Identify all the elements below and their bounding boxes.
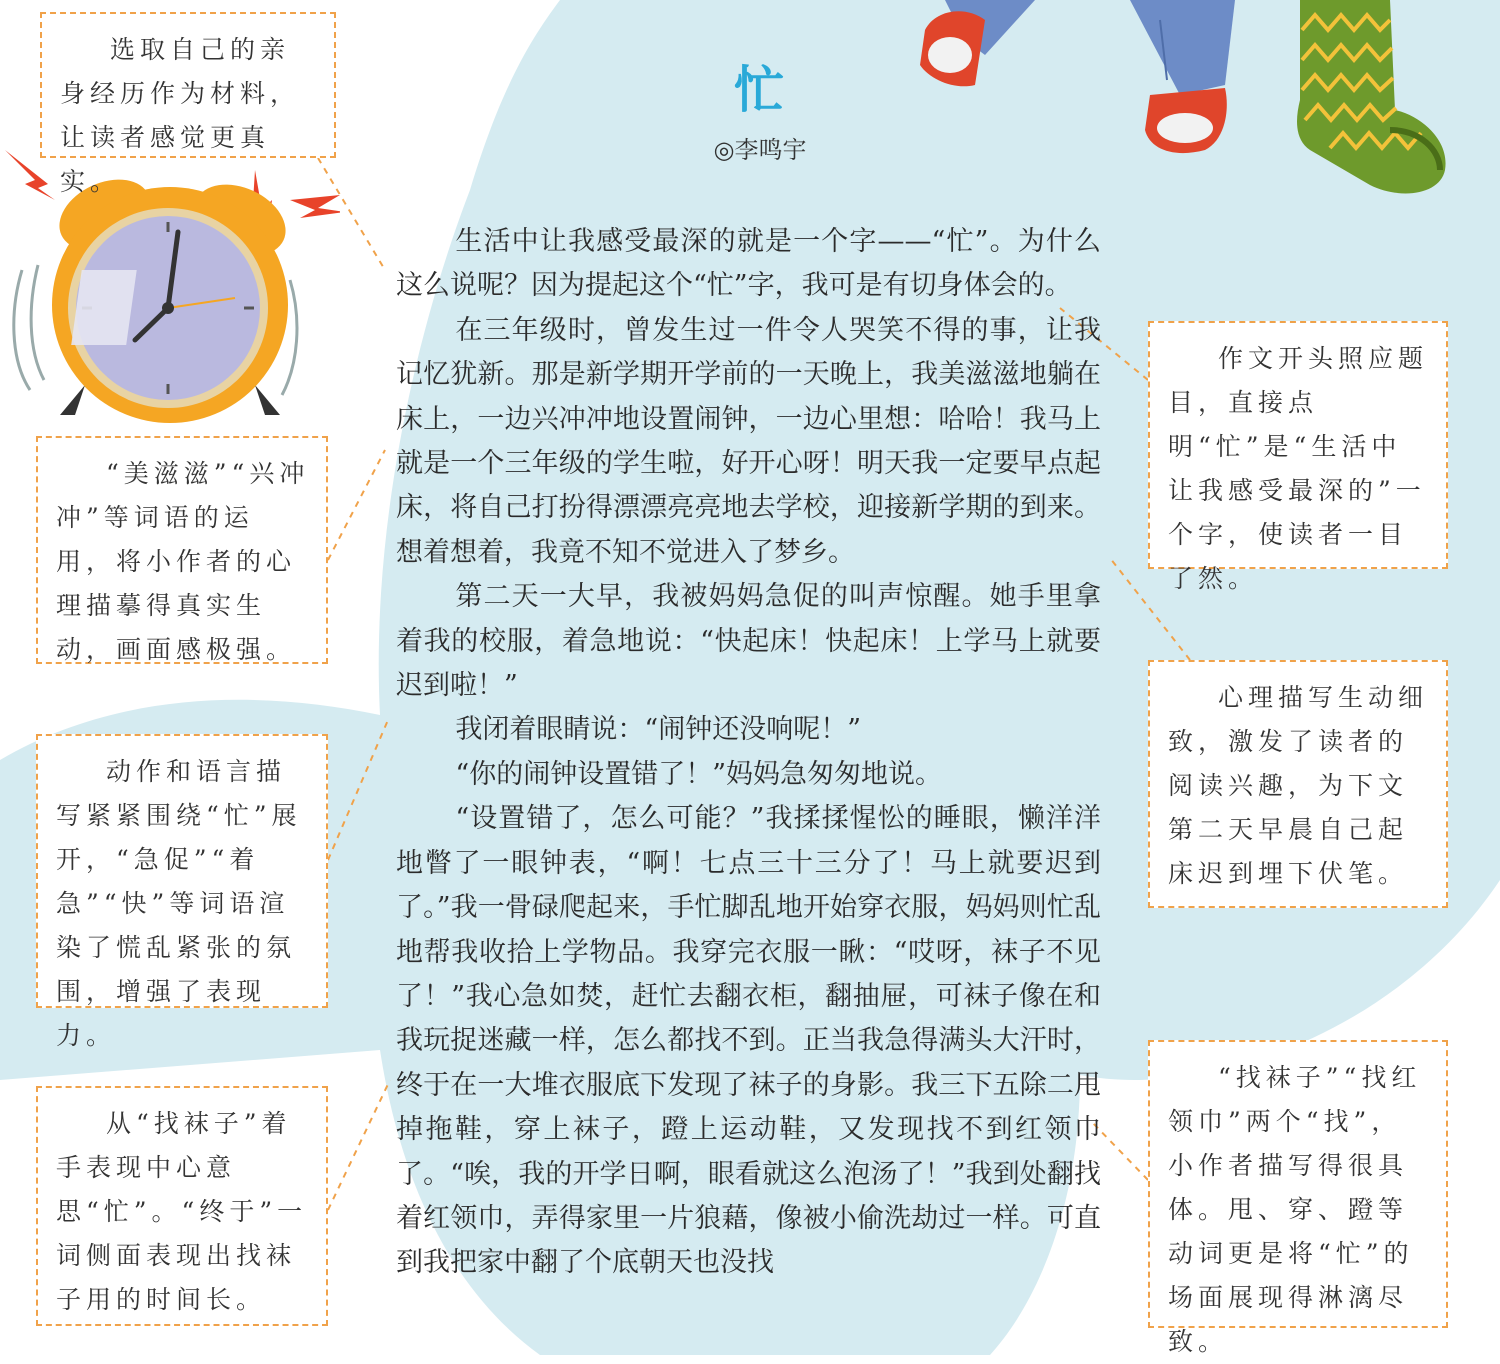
article-author: ◎李鸣宇	[713, 136, 807, 164]
article-title: 忙	[734, 61, 786, 119]
annotation-note: 从“找袜子”着手表现中心意思“忙”。“终于”一词侧面表现出找袜子用的时间长。	[36, 1086, 328, 1326]
article-paragraph: 第二天一大早，我被妈妈急促的叫声惊醒。她手里拿着我的校服，着急地说：“快起床！快起床！上学马上就要迟到啦！”	[396, 581, 1101, 702]
annotation-note: “找袜子”“找红领巾”两个“找”，小作者描写得很具体。甩、穿、蹬等动词更是将“忙”的场面展现得淋漓尽致。	[1148, 1040, 1448, 1328]
annotation-note: 选取自己的亲身经历作为材料，让读者感觉更真实。	[40, 12, 336, 158]
ring-spark-icon	[290, 195, 340, 218]
article-paragraph: “设置错了，怎么可能？”我揉揉惺忪的睡眼，懒洋洋地瞥了一眼钟表，“啊！七点三十三分了！马上就要迟到了。”我一骨碌爬起来，手忙脚乱地开始穿衣服，妈妈则忙乱地帮我收拾上学物品。我穿完衣服一瞅：“哎呀，袜子不见了！”我心急如焚，赶忙去翻衣柜，翻抽屉，可袜子像在和我玩捉迷藏一样，怎么都找不到。正当我急得满头大汗时，终于在一大堆衣服底下发现了袜子的身影。我三下五除二甩掉拖鞋，穿上袜子，蹬上运动鞋，又发现找不到红领巾了。“唉，我的开学日啊，眼看就这么泡汤了！”我到处翻找着红领巾，弄得家里一片狼藉，像被小偷洗劫过一样。可直到我把家中翻了个底朝天也没找	[396, 803, 1101, 1279]
green-sock-illustration	[1290, 0, 1460, 200]
article-paragraph: 在三年级时，曾发生过一件令人哭笑不得的事，让我记忆犹新。那是新学期开学前的一天晚上，我美滋滋地躺在床上，一边兴冲冲地设置闹钟，一边心里想：哈哈！我马上就是一个三年级的学生啦，好开心呀！明天我一定要早点起床，将自己打扮得漂漂亮亮地去学校，迎接新学期的到来。想着想着，我竟不知不觉进入了梦乡。	[396, 314, 1101, 568]
article-body	[396, 220, 1101, 1330]
running-legs-illustration	[905, 0, 1265, 160]
article-paragraph: 生活中让我感受最深的就是一个字——“忙”。为什么这么说呢？因为提起这个“忙”字，我可是有切身体会的。	[396, 226, 1101, 302]
annotation-note: 心理描写生动细致，激发了读者的阅读兴趣，为下文第二天早晨自己起床迟到埋下伏笔。	[1148, 660, 1448, 908]
article-paragraph: “你的闹钟设置错了！”妈妈急匆匆地说。	[455, 758, 942, 790]
annotation-note: 动作和语言描写紧紧围绕“忙”展开，“急促”“着急”“快”等词语渲染了慌乱紧张的氛围，增强了表现力。	[36, 734, 328, 1008]
annotation-note: 作文开头照应题目，直接点明“忙”是“生活中让我感受最深的”一个字，使读者一目了然。	[1148, 321, 1448, 569]
annotation-note: “美滋滋”“兴冲冲”等词语的运用，将小作者的心理描摹得真实生动，画面感极强。	[36, 436, 328, 664]
alarm-clock-illustration	[0, 140, 340, 430]
sock-icon	[1297, 0, 1446, 193]
article-paragraph: 我闭着眼睛说：“闹钟还没响呢！”	[455, 714, 861, 746]
